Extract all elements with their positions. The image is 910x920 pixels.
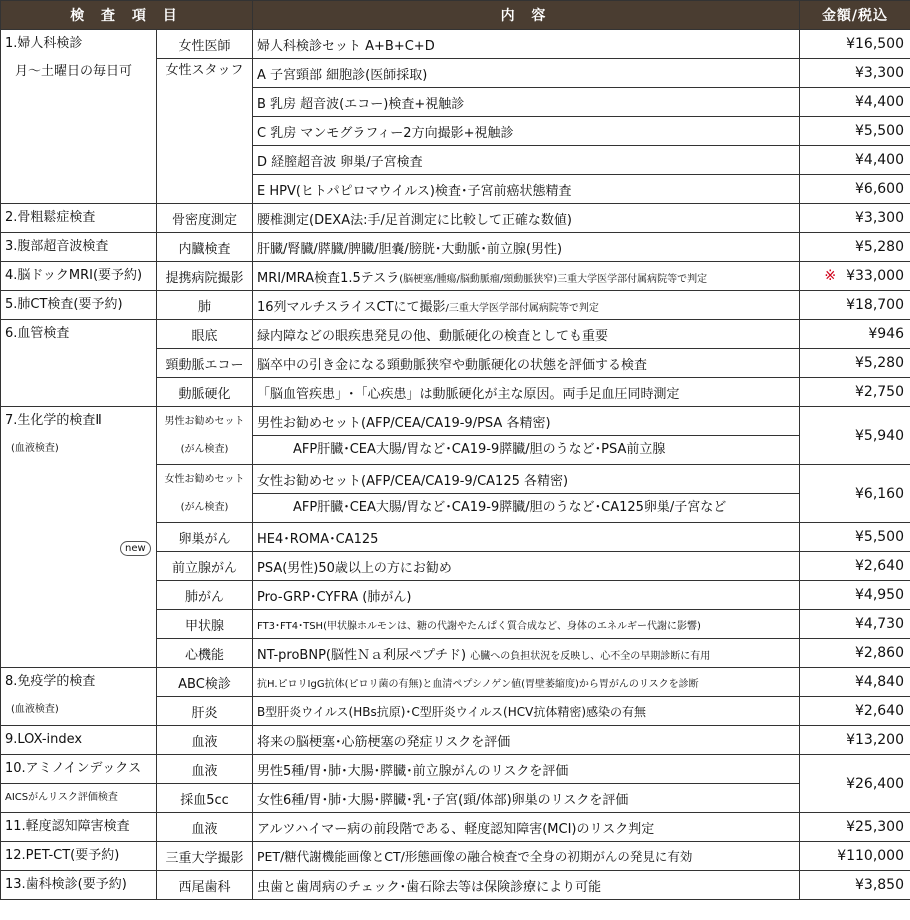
- table-row: [1, 871, 910, 900]
- table-row: [1, 668, 910, 697]
- price-cell: ¥6,160: [800, 465, 910, 523]
- content-cell: E HPV(ヒトパピロマウイルス)検査･子宮前癌状態精査: [253, 175, 800, 204]
- header-row: [1, 1, 910, 30]
- category-cell: 3.腹部超音波検査: [1, 233, 157, 262]
- header-content: 内 容: [253, 1, 800, 30]
- price-cell: ¥4,840: [800, 668, 910, 697]
- content-cell: AFP肝臓･CEA大腸/胃など･CA19-9膵臓/胆のうなど･PSA前立腺: [253, 436, 800, 465]
- content-cell: 女性お勧めセット(AFP/CEA/CA19-9/CA125 各精密): [253, 465, 800, 494]
- sub-cell: 肺: [157, 291, 253, 320]
- category-cell: 2.骨粗鬆症検査: [1, 204, 157, 233]
- table-row: [1, 726, 910, 755]
- sub-cell: 骨密度測定: [157, 204, 253, 233]
- sub-cell: 提携病院撮影: [157, 262, 253, 291]
- content-cell: 抗H.ピロリIgG抗体(ピロリ菌の有無)と血清ペプシノゲン値(胃壁萎縮度)から胃がんのリスクを診断: [253, 668, 800, 697]
- content-cell: 虫歯と歯周病のチェック･歯石除去等は保険診療により可能: [253, 871, 800, 900]
- content-cell: 男性お勧めセット(AFP/CEA/CA19-9/PSA 各精密): [253, 407, 800, 436]
- price-cell: ¥946: [800, 320, 910, 349]
- category-cell: AICSがんリスク評価検査: [1, 784, 157, 813]
- sub-cell: 女性医師: [157, 30, 253, 59]
- content-cell: 腰椎測定(DEXA法:手/足首測定に比較して正確な数値): [253, 204, 800, 233]
- content-cell: アルツハイマー病の前段階である、軽度認知障害(MCI)のリスク判定: [253, 813, 800, 842]
- sub-cell: 女性スタッフ: [157, 59, 253, 204]
- content-cell: PET/糖代謝機能画像とCT/形態画像の融合検査で全身の初期がんの発見に有効: [253, 842, 800, 871]
- category-cell: 5.肺CT検査(要予約): [1, 291, 157, 320]
- sub-cell: 動脈硬化: [157, 378, 253, 407]
- price-cell: ¥5,940: [800, 407, 910, 465]
- price-cell: ¥110,000: [800, 842, 910, 871]
- sub-cell: 血液: [157, 755, 253, 784]
- price-cell: ¥16,500: [800, 30, 910, 59]
- content-cell: MRI/MRA検査1.5テスラ(脳梗塞/腫瘍/脳動脈瘤/頸動脈狭窄)三重大学医学部付属病院等で判定: [253, 262, 800, 291]
- content-cell: NT-proBNP(脳性Ｎａ利尿ペプチド) 心臓への負担状況を反映し、心不全の早期診断に有用: [253, 639, 800, 668]
- content-cell: 肝臓/腎臓/膵臓/脾臓/胆嚢/膀胱･大動脈･前立腺(男性): [253, 233, 800, 262]
- price-cell: ¥3,300: [800, 59, 910, 88]
- price-cell: ¥18,700: [800, 291, 910, 320]
- content-cell: 将来の脳梗塞･心筋梗塞の発症リスクを評価: [253, 726, 800, 755]
- table-row: [1, 291, 910, 320]
- category-cell: 8.免疫学的検査 (血液検査): [1, 668, 157, 726]
- table-row: [1, 320, 910, 349]
- price-cell: ¥5,500: [800, 523, 910, 552]
- price-cell: ¥4,730: [800, 610, 910, 639]
- content-cell: 脳卒中の引き金になる頸動脈狭窄や動脈硬化の状態を評価する検査: [253, 349, 800, 378]
- price-cell: ¥5,280: [800, 349, 910, 378]
- table-row: [1, 842, 910, 871]
- category-cell: 7.生化学的検査Ⅱ (血液検査): [1, 407, 157, 668]
- sub-cell: 卵巣がん: [157, 523, 253, 552]
- price-cell: ※ ¥33,000: [800, 262, 910, 291]
- category-cell: 4.脳ドックMRI(要予約): [1, 262, 157, 291]
- header-price: 金額/税込: [800, 1, 910, 30]
- content-cell: 「脳血管疾患」･「心疾患」は動脈硬化が主な原因。両手足血圧同時測定: [253, 378, 800, 407]
- price-cell: ¥2,860: [800, 639, 910, 668]
- content-cell: 16列マルチスライスCTにて撮影/三重大学医学部付属病院等で判定: [253, 291, 800, 320]
- content-cell: D 経膣超音波 卵巣/子宮検査: [253, 146, 800, 175]
- content-cell: 男性5種/胃･肺･大腸･膵臓･前立腺がんのリスクを評価: [253, 755, 800, 784]
- category-cell: 11.軽度認知障害検査: [1, 813, 157, 842]
- category-cell: 13.歯科検診(要予約): [1, 871, 157, 900]
- price-cell: ¥2,750: [800, 378, 910, 407]
- price-cell: ¥5,500: [800, 117, 910, 146]
- price-cell: ¥4,400: [800, 88, 910, 117]
- content-cell: HE4･ROMA･CA125: [253, 523, 800, 552]
- sub-cell: 眼底: [157, 320, 253, 349]
- new-badge: new: [120, 541, 151, 556]
- header-exam-item: 検 査 項 目: [1, 1, 253, 30]
- table-row: [1, 30, 910, 59]
- content-cell: A 子宮頸部 細胞診(医師採取): [253, 59, 800, 88]
- note-mark: ※: [824, 268, 837, 284]
- content-cell: B型肝炎ウイルス(HBs抗原)･C型肝炎ウイルス(HCV抗体精密)感染の有無: [253, 697, 800, 726]
- sub-cell: 肝炎: [157, 697, 253, 726]
- category-cell: 10.アミノインデックス: [1, 755, 157, 784]
- content-cell: B 乳房 超音波(エコー)検査+視触診: [253, 88, 800, 117]
- sub-cell: 心機能: [157, 639, 253, 668]
- sub-cell: ABC検診: [157, 668, 253, 697]
- table-row: [1, 407, 910, 436]
- sub-cell: 血液: [157, 726, 253, 755]
- sub-cell: 頸動脈エコー: [157, 349, 253, 378]
- table-row: [1, 204, 910, 233]
- sub-cell: 三重大学撮影: [157, 842, 253, 871]
- content-cell: FT3･FT4･TSH(甲状腺ホルモンは、糖の代謝やたんぱく質合成など、身体のエネルギー代謝に影響): [253, 610, 800, 639]
- category-cell: 12.PET-CT(要予約): [1, 842, 157, 871]
- price-cell: ¥4,400: [800, 146, 910, 175]
- table-row: [1, 755, 910, 784]
- price-cell: ¥26,400: [800, 755, 910, 813]
- sub-cell: 前立腺がん: [157, 552, 253, 581]
- price-cell: ¥3,300: [800, 204, 910, 233]
- content-cell: C 乳房 マンモグラフィー2方向撮影+視触診: [253, 117, 800, 146]
- price-cell: ¥13,200: [800, 726, 910, 755]
- category-cell: 1.婦人科検診 月～土曜日の毎日可: [1, 30, 157, 204]
- table-row: [1, 784, 910, 813]
- category-cell: 9.LOX-index: [1, 726, 157, 755]
- price-cell: ¥25,300: [800, 813, 910, 842]
- category-cell: 6.血管検査: [1, 320, 157, 407]
- sub-cell: 甲状腺: [157, 610, 253, 639]
- sub-cell: 血液: [157, 813, 253, 842]
- table-row: [1, 262, 910, 291]
- price-cell: ¥4,950: [800, 581, 910, 610]
- sub-cell: 肺がん: [157, 581, 253, 610]
- content-cell: 婦人科検診セット A+B+C+D: [253, 30, 800, 59]
- content-cell: 女性6種/胃･肺･大腸･膵臓･乳･子宮(頸/体部)卵巣のリスクを評価: [253, 784, 800, 813]
- price-cell: ¥2,640: [800, 552, 910, 581]
- content-cell: AFP肝臓･CEA大腸/胃など･CA19-9膵臓/胆のうなど･CA125卵巣/子宮など: [253, 494, 800, 523]
- price-cell: ¥2,640: [800, 697, 910, 726]
- content-cell: 緑内障などの眼疾患発見の他、動脈硬化の検査としても重要: [253, 320, 800, 349]
- table-row: [1, 233, 910, 262]
- sub-cell: 内臓検査: [157, 233, 253, 262]
- sub-cell: 採血5cc: [157, 784, 253, 813]
- sub-cell: 女性お勧めセット (がん検査): [157, 465, 253, 523]
- table-row: [1, 813, 910, 842]
- sub-cell: 西尾歯科: [157, 871, 253, 900]
- price-cell: ¥5,280: [800, 233, 910, 262]
- price-cell: ¥6,600: [800, 175, 910, 204]
- sub-cell: 男性お勧めセット (がん検査): [157, 407, 253, 465]
- content-cell: PSA(男性)50歳以上の方にお勧め: [253, 552, 800, 581]
- price-cell: ¥3,850: [800, 871, 910, 900]
- content-cell: Pro-GRP･CYFRA (肺がん): [253, 581, 800, 610]
